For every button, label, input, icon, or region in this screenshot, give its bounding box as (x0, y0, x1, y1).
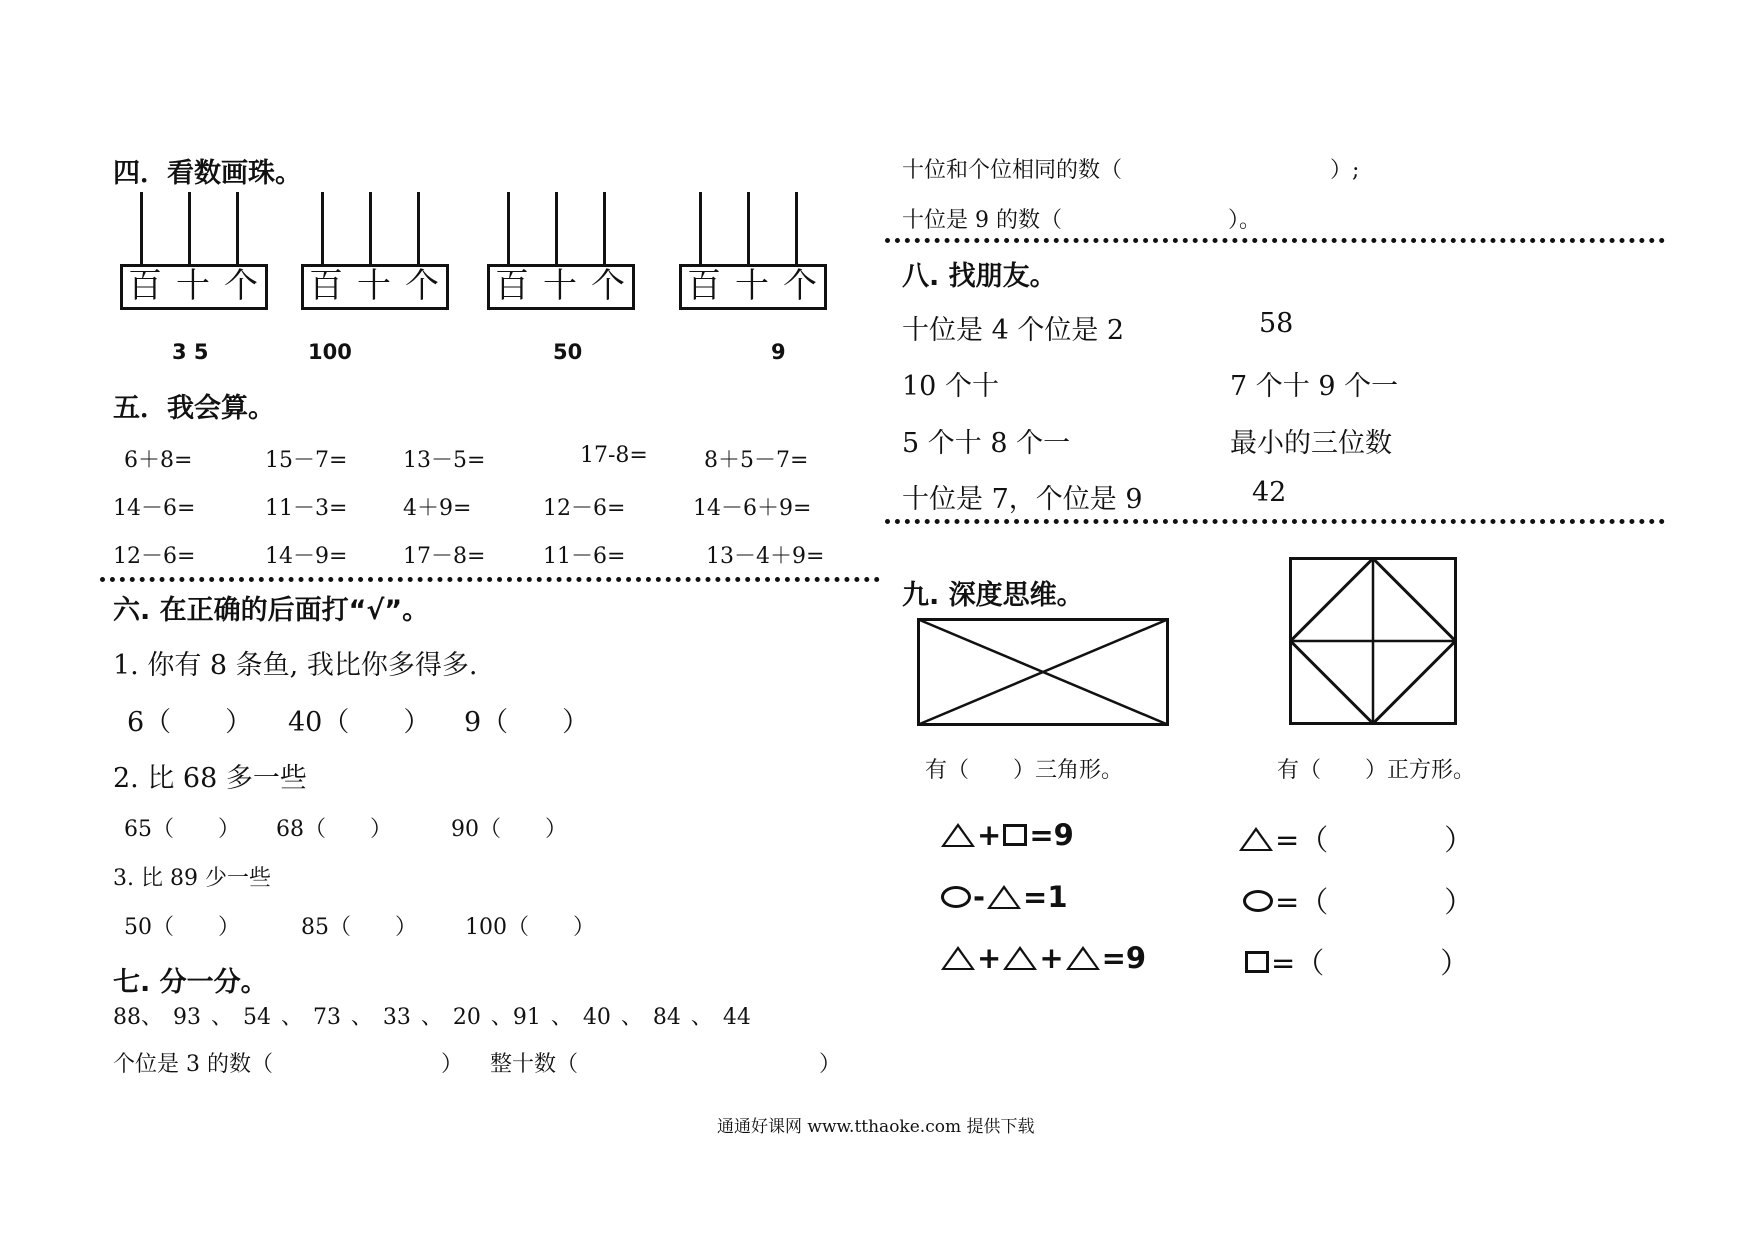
abacus-rod[interactable] (417, 192, 420, 266)
abacus-rod[interactable] (795, 192, 798, 266)
abacus-rod[interactable] (555, 192, 558, 266)
abacus-4 (679, 192, 829, 312)
calc-3-5: 13－4＋9= (706, 544, 825, 569)
sec8-left-2: 10 个十 (902, 371, 999, 402)
sec9-title: 九. 深度思维。 (902, 580, 1084, 611)
triangle-icon (987, 885, 1021, 909)
sec6-q1-opt2: 40（ ） (288, 707, 431, 738)
abacus-number-3: 50 (553, 340, 583, 364)
circle-icon (941, 886, 971, 908)
sec6-q3-opt2: 85（ ） (301, 915, 417, 940)
square-figure (1289, 557, 1457, 725)
sec8-left-1: 十位是 4 个位是 2 (902, 315, 1125, 346)
square-icon (1245, 951, 1269, 973)
calc-2-3: 4＋9= (403, 496, 472, 521)
abacus-number-1: 3 5 (172, 340, 209, 364)
calc-1-3: 13－5= (403, 448, 486, 473)
abacus-number-4: 9 (771, 340, 786, 364)
triangle-icon (941, 946, 975, 970)
sec6-title: 六. 在正确的后面打“√”。 (113, 595, 430, 626)
sec7-ones3-close: ） (441, 1052, 464, 1077)
divider-left (100, 577, 880, 582)
sec6-q2: 2. 比 68 多一些 (113, 763, 307, 794)
abacus-place-label: 百 (128, 266, 162, 306)
equation-3 (941, 941, 1146, 975)
calc-1-1: 6＋8= (124, 448, 193, 473)
calc-1-5: 8＋5－7= (704, 448, 809, 473)
abacus-place-label: 百 (687, 266, 721, 306)
abacus-place-label: 个 (405, 266, 439, 306)
calc-2-1: 14－6= (113, 496, 196, 521)
sec6-q1-opt3: 9（ ） (464, 707, 590, 738)
abacus-2 (301, 192, 451, 312)
sec6-q2-opt1: 65（ ） (124, 817, 240, 842)
rectangle-figure (917, 618, 1169, 726)
sec8-right-3: 最小的三位数 (1230, 428, 1392, 459)
calc-3-3: 17－8= (403, 544, 486, 569)
abacus-place-label: 十 (735, 266, 769, 306)
calc-3-4: 11－6= (543, 544, 626, 569)
abacus-place-label: 十 (176, 266, 210, 306)
minus-sign: - (973, 880, 986, 914)
plus-sign: + (977, 941, 1002, 975)
sec8-title: 八. 找朋友。 (902, 261, 1057, 292)
abacus-place-label: 十 (543, 266, 577, 306)
sec8-left-3: 5 个十 8 个一 (902, 428, 1071, 459)
sec7-tens: 整十数（ (490, 1052, 579, 1077)
calc-3-2: 14－9= (265, 544, 348, 569)
circle-icon (1243, 890, 1273, 912)
abacus-place-label: 十 (357, 266, 391, 306)
sec8-left-4: 十位是 7，个位是 9 (902, 484, 1143, 515)
abacus-rod[interactable] (236, 192, 239, 266)
calc-2-2: 11－3= (265, 496, 348, 521)
sec8-right-4: 42 (1252, 477, 1287, 508)
sec6-q3-opt3: 100（ ） (465, 915, 595, 940)
plus-sign: + (977, 818, 1002, 852)
sec8-right-1: 58 (1259, 308, 1294, 339)
sec6-q1-opt1: 6（ ） (127, 707, 253, 738)
abacus-place-label: 个 (783, 266, 817, 306)
sec9-triangle-question: 有（ ）三角形。 (925, 758, 1124, 783)
abacus-rod[interactable] (603, 192, 606, 266)
equation-2 (941, 880, 1068, 914)
abacus-rod[interactable] (321, 192, 324, 266)
sec6-q2-opt2: 68（ ） (276, 817, 392, 842)
answer-circle (1243, 880, 1473, 921)
sec5-title: 五．我会算。 (113, 393, 275, 424)
abacus-rod[interactable] (140, 192, 143, 266)
abacus-place-label: 百 (309, 266, 343, 306)
sec7-same: 十位和个位相同的数（ (902, 158, 1123, 183)
sec7-same-close: ）; (1330, 158, 1360, 183)
sec6-q2-opt3: 90（ ） (451, 817, 567, 842)
sec7-ones3: 个位是 3 的数（ (113, 1052, 273, 1077)
answer-triangle-blank: =（ ） (1275, 823, 1474, 857)
abacus-rod[interactable] (699, 192, 702, 266)
divider-right-1 (885, 238, 1665, 243)
sec6-q3: 3. 比 89 少一些 (113, 866, 271, 891)
calc-1-4: 17-8= (580, 443, 648, 468)
plus-sign: + (1039, 941, 1064, 975)
abacus-rod[interactable] (507, 192, 510, 266)
abacus-place-label: 个 (224, 266, 258, 306)
abacus-rod[interactable] (747, 192, 750, 266)
calc-1-2: 15－7= (265, 448, 348, 473)
sec7-title: 七. 分一分。 (113, 967, 268, 998)
triangle-icon (941, 823, 975, 847)
calc-3-1: 12－6= (113, 544, 196, 569)
calc-2-5: 14－6＋9= (693, 496, 812, 521)
sec8-right-2: 7 个十 9 个一 (1230, 371, 1399, 402)
answer-square-blank: =（ ） (1271, 946, 1470, 980)
sec7-tens9: 十位是 9 的数（ (902, 208, 1062, 233)
abacus-3 (487, 192, 637, 312)
square-icon (1003, 824, 1027, 846)
sec9-square-question: 有（ ）正方形。 (1277, 758, 1476, 783)
abacus-1 (120, 192, 270, 312)
abacus-rod[interactable] (188, 192, 191, 266)
sec4-title: 四．看数画珠。 (113, 158, 302, 189)
calc-2-4: 12－6= (543, 496, 626, 521)
sec7-tens-close: ） (819, 1052, 842, 1077)
abacus-place-label: 个 (591, 266, 625, 306)
equation-3-result: =9 (1101, 941, 1147, 975)
abacus-number-2: 100 (308, 340, 352, 364)
equation-1-result: =9 (1029, 818, 1074, 852)
answer-circle-blank: =（ ） (1275, 885, 1474, 919)
sec7-numbers: 88、 93 、 54 、 73 、 33 、 20 、91 、 40 、 84 、 44 (113, 1005, 751, 1030)
triangle-icon (1003, 946, 1037, 970)
triangle-icon (1239, 827, 1273, 851)
footer-text: 通通好课网 www.tthaoke.com 提供下载 (717, 1117, 1035, 1137)
sec7-tens9-close: ）。 (1228, 208, 1262, 233)
triangle-icon (1066, 946, 1100, 970)
answer-square (1245, 941, 1469, 982)
equation-1 (941, 818, 1074, 852)
answer-triangle (1239, 818, 1473, 859)
equation-2-result: =1 (1023, 880, 1068, 914)
abacus-place-label: 百 (495, 266, 529, 306)
sec6-q1: 1. 你有 8 条鱼, 我比你多得多. (113, 650, 478, 681)
abacus-rod[interactable] (369, 192, 372, 266)
sec6-q3-opt1: 50（ ） (124, 915, 240, 940)
divider-right-2 (885, 519, 1665, 524)
